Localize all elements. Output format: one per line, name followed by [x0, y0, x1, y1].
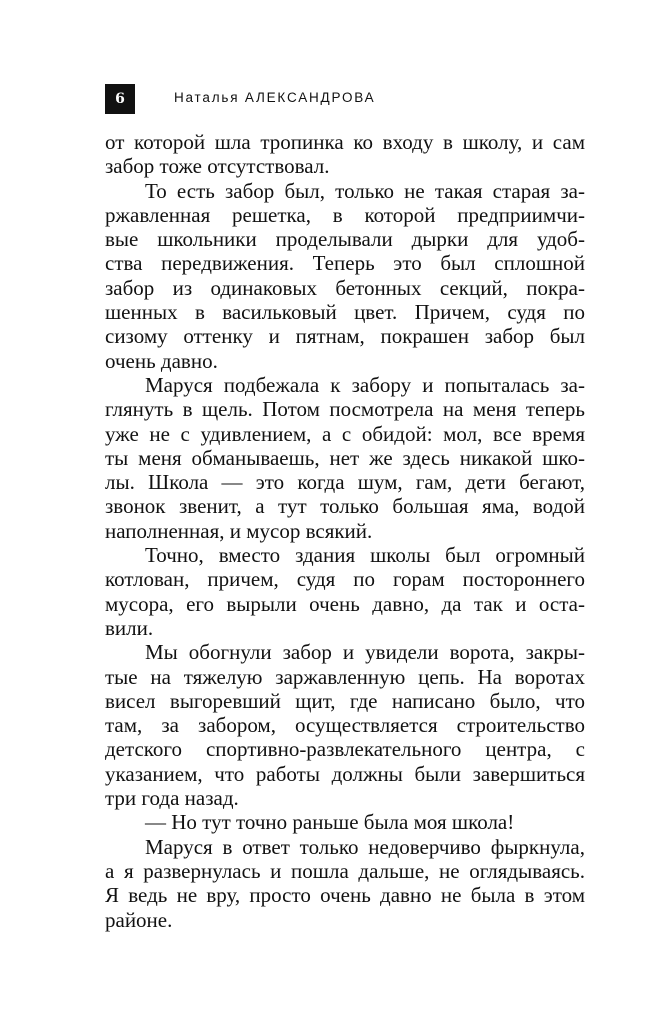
text-line: лы. Школа — это когда шум, гам, дети бегают, — [105, 470, 585, 495]
text-line: там, за забором, осуществляется строительство — [105, 713, 585, 738]
text-line: детского спортивно-развлекательного центра, с — [105, 737, 585, 762]
text-line: забор из одинаковых бетонных секций, покра- — [105, 275, 585, 300]
text-line: Я ведь не вру, просто очень давно не была в этом — [105, 883, 585, 908]
text-line: от которой шла тропинка ко входу в школу, и сам — [105, 130, 585, 154]
text-line: шенных в васильковый цвет. Причем, судя по — [105, 300, 585, 325]
text-line: мусора, его вырыли очень давно, да так и оста- — [105, 591, 585, 616]
text-line: уже не с удивлением, а с обидой: мол, все время — [105, 421, 585, 446]
text-line: Маруся в ответ только недоверчиво фыркнула, — [145, 834, 585, 859]
text-line: очень давно. — [105, 348, 218, 373]
text-line: котлован, причем, судя по горам постороннего — [105, 567, 585, 592]
text-line: Точно, вместо здания школы был огромный — [145, 543, 585, 568]
text-line: Мы обогнули забор и увидели ворота, закры- — [145, 640, 585, 665]
text-line: тые на тяжелую заржавленную цепь. На воротах — [105, 664, 585, 689]
running-head: Наталья АЛЕКСАНДРОВА — [174, 90, 376, 105]
text-line: а я развернулась и пошла дальше, не оглядываясь. — [105, 858, 585, 883]
text-line: районе. — [105, 907, 173, 932]
text-line: Маруся подбежала к забору и попыталась за- — [145, 372, 585, 397]
text-line: висел выгоревший щит, где написано было, что — [105, 688, 585, 713]
body-text — [105, 130, 585, 932]
text-line: ства передвижения. Теперь это был сплошной — [105, 251, 585, 276]
text-line: указанием, что работы должны были завершиться — [105, 761, 585, 786]
text-line: вили. — [105, 615, 154, 640]
text-line: звонок звенит, а тут только большая яма, водой — [105, 494, 585, 519]
text-line: глянуть в щель. Потом посмотрела на меня теперь — [105, 397, 585, 422]
text-line: ржавленная решетка, в которой предприимчи- — [105, 202, 585, 227]
text-line: наполненная, и мусор всякий. — [105, 518, 373, 543]
text-line: ты меня обманываешь, нет же здесь никакой шко- — [105, 445, 585, 470]
text-line: сизому оттенку и пятнам, покрашен забор был — [105, 324, 585, 349]
text-line: — Но тут точно раньше была моя школа! — [145, 810, 515, 835]
text-line: забор тоже отсутствовал. — [105, 154, 330, 179]
text-line: три года назад. — [105, 786, 239, 811]
text-line: То есть забор был, только не такая старая за- — [145, 178, 585, 203]
page-number: 6 — [105, 84, 135, 114]
text-line: вые школьники проделывали дырки для удоб- — [105, 227, 585, 252]
